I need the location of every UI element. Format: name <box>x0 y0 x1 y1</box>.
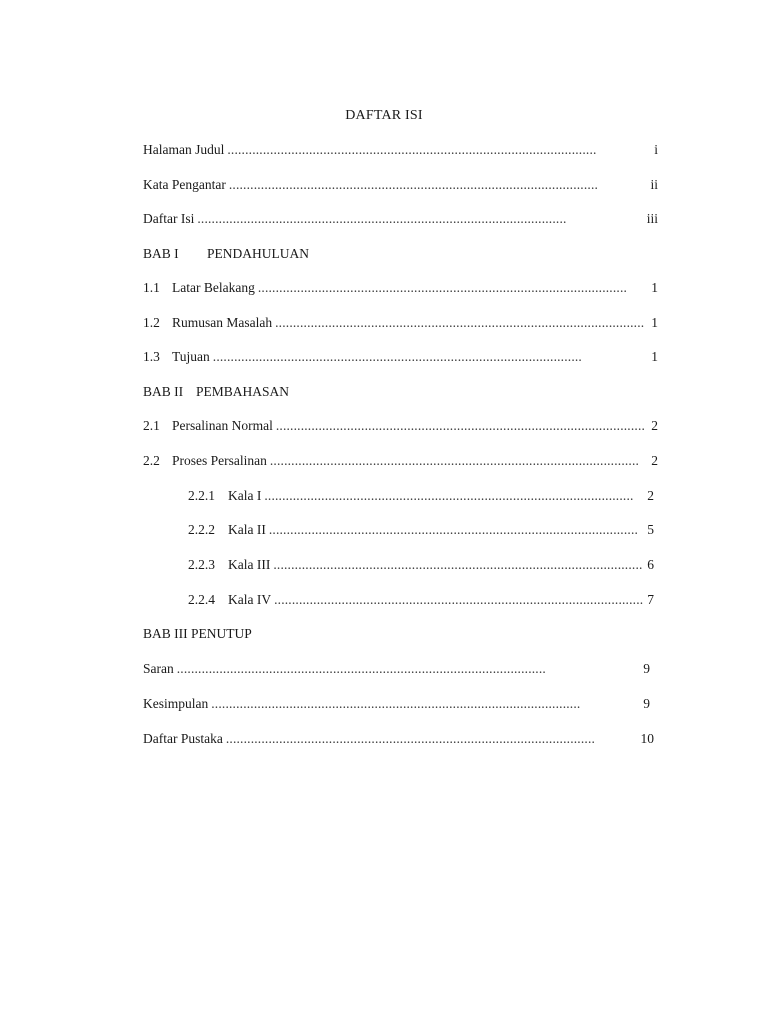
entry-number: 2.2.2 <box>188 522 215 537</box>
entry-page: 9 <box>643 661 650 676</box>
entry-page: 1 <box>651 315 658 330</box>
entry-number: 2.2.4 <box>188 592 215 607</box>
entry-number: 2.2.3 <box>188 557 215 572</box>
entry-page: 2 <box>651 453 658 468</box>
chapter-heading-bab-3: BAB III PENUTUP <box>143 626 252 641</box>
toc-entry-2-2-2 <box>188 522 654 538</box>
dot-leader <box>197 211 643 227</box>
entry-number: 1.1 <box>143 280 160 295</box>
entry-number: 1.2 <box>143 315 160 330</box>
dot-leader <box>226 731 638 747</box>
chapter-number: BAB II <box>143 384 184 399</box>
entry-label: Persalinan Normal <box>172 418 273 433</box>
dot-leader <box>276 418 648 434</box>
dot-leader <box>258 280 648 296</box>
entry-label: Daftar Pustaka <box>143 731 223 746</box>
entry-page: 2 <box>651 418 658 433</box>
entry-label: Kata Pengantar <box>143 177 226 192</box>
dot-leader <box>211 696 640 712</box>
entry-label: Proses Persalinan <box>172 453 267 468</box>
toc-entry-2-1 <box>143 418 658 434</box>
entry-label: Rumusan Masalah <box>172 315 273 330</box>
entry-page: 1 <box>651 349 658 364</box>
page-title: DAFTAR ISI <box>345 108 423 123</box>
entry-page: i <box>654 142 658 157</box>
toc-entry-2-2-4 <box>188 592 654 608</box>
entry-page: 2 <box>647 488 654 503</box>
chapter-heading-bab-1 <box>143 246 309 262</box>
dot-leader <box>273 557 644 573</box>
toc-entry-kesimpulan <box>143 696 650 712</box>
entry-page: iii <box>646 211 658 226</box>
entry-number: 1.3 <box>143 349 160 364</box>
entry-page: ii <box>650 177 658 192</box>
chapter-heading-bab-2 <box>143 384 289 400</box>
entry-label: Kesimpulan <box>143 696 209 711</box>
dot-leader <box>274 592 644 608</box>
dot-leader <box>213 349 648 365</box>
entry-page: 9 <box>643 696 650 711</box>
entry-page: 1 <box>651 280 658 295</box>
toc-entry-kata-pengantar <box>143 177 658 193</box>
entry-label: Kala IV <box>228 592 272 607</box>
dot-leader <box>275 315 648 331</box>
entry-number: 2.2.1 <box>188 488 215 503</box>
entry-label: Kala III <box>228 557 271 572</box>
chapter-title: PEMBAHASAN <box>196 384 290 399</box>
toc-entry-saran <box>143 661 650 677</box>
entry-number: 2.2 <box>143 453 160 468</box>
toc-entry-1-1 <box>143 280 658 296</box>
entry-label: Saran <box>143 661 174 676</box>
toc-entry-1-3 <box>143 349 658 365</box>
dot-leader <box>227 142 651 158</box>
dot-leader <box>229 177 648 193</box>
entry-page: 6 <box>647 557 654 572</box>
dot-leader <box>177 661 641 677</box>
entry-label: Tujuan <box>172 349 210 364</box>
entry-number: 2.1 <box>143 418 160 433</box>
dot-leader <box>270 453 648 469</box>
entry-page: 10 <box>640 731 654 746</box>
entry-page: 7 <box>647 592 654 607</box>
entry-label: Daftar Isi <box>143 211 195 226</box>
entry-page: 5 <box>647 522 654 537</box>
toc-entry-2-2 <box>143 453 658 469</box>
toc-entry-daftar-pustaka <box>143 731 654 747</box>
toc-entry-halaman-judul <box>143 142 658 158</box>
dot-leader <box>264 488 644 504</box>
chapter-number: BAB I <box>143 246 179 261</box>
toc-entry-1-2 <box>143 315 658 331</box>
entry-label: Kala II <box>228 522 266 537</box>
toc-entry-2-2-1 <box>188 488 654 504</box>
chapter-title: PENDAHULUAN <box>207 246 309 261</box>
entry-label: Halaman Judul <box>143 142 225 157</box>
entry-label: Latar Belakang <box>172 280 255 295</box>
toc-entry-2-2-3 <box>188 557 654 573</box>
toc-entry-daftar-isi <box>143 211 658 227</box>
entry-label: Kala I <box>228 488 262 503</box>
dot-leader <box>269 522 644 538</box>
